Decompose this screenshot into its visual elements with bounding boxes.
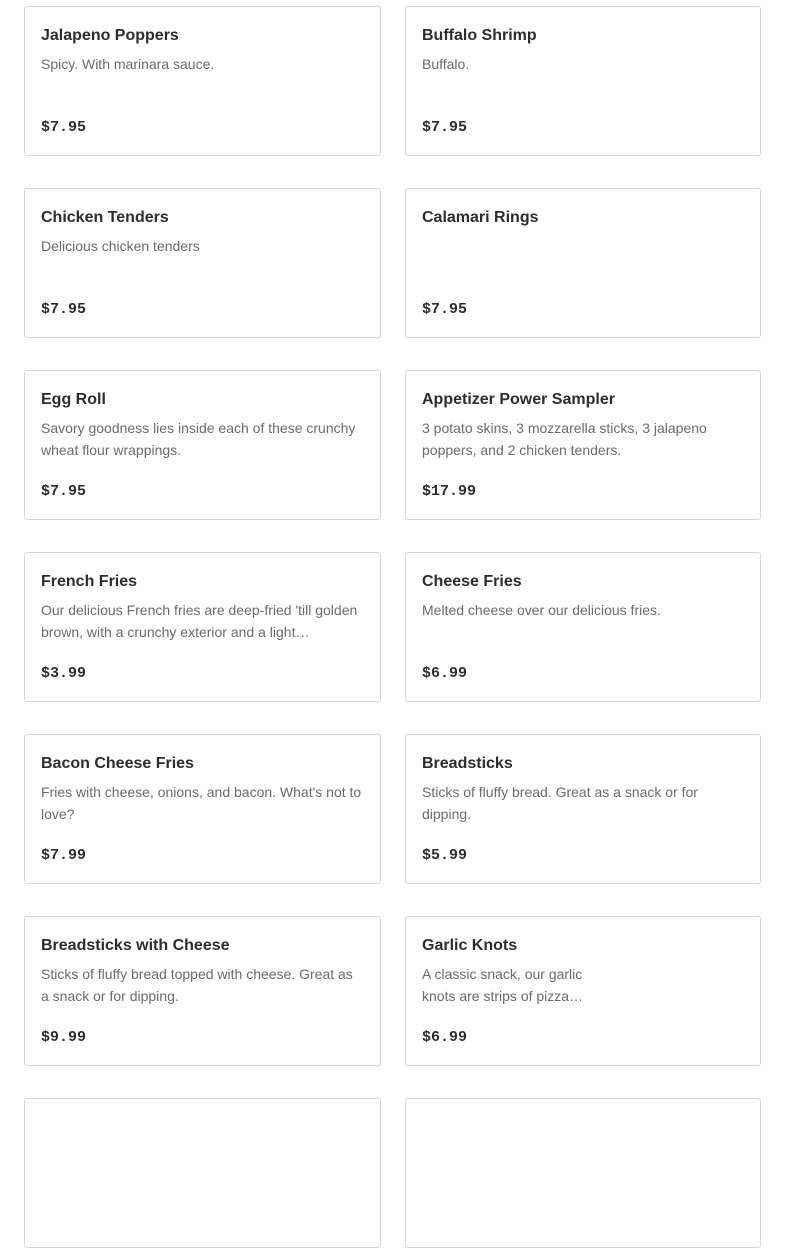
menu-item-card-partial[interactable] (405, 1098, 761, 1248)
menu-item-price: $7.99 (41, 847, 87, 864)
menu-item-card[interactable] (405, 552, 761, 702)
menu-item-name: Buffalo Shrimp (422, 27, 537, 44)
menu-item-description: Delicious chicken tenders (41, 238, 200, 254)
menu-item-name: Cheese Fries (422, 573, 522, 590)
menu-item-price: $9.99 (41, 1029, 87, 1046)
menu-items-grid (24, 6, 761, 1248)
menu-item-price: $7.95 (41, 119, 87, 136)
menu-item-description: A classic snack, our garlic knots are strips of pizza… (422, 966, 584, 1004)
menu-item-description: Savory goodness lies inside each of these crunchy wheat flour wrappings. (41, 420, 356, 458)
menu-item-card[interactable] (24, 552, 381, 702)
menu-item-name: Appetizer Power Sampler (422, 391, 615, 408)
menu-item-name: Garlic Knots (422, 937, 518, 954)
menu-item-description: 3 potato skins, 3 mozzarella sticks, 3 jalapeno poppers, and 2 chicken tenders. (422, 420, 707, 458)
menu-item-name: French Fries (41, 573, 138, 590)
menu-item-description: Melted cheese over our delicious fries. (422, 602, 661, 618)
menu-item-price: $5.99 (422, 847, 468, 864)
menu-item-price: $7.95 (422, 301, 468, 318)
menu-item-description: Spicy. With marinara sauce. (41, 56, 215, 72)
menu-item-description: Our delicious French fries are deep-fried 'till golden brown, with a crunchy exterior and a light… (41, 602, 358, 640)
menu-item-price: $7.95 (422, 119, 468, 136)
menu-item-card[interactable] (24, 916, 381, 1066)
menu-item-card[interactable] (405, 734, 761, 884)
menu-item-price: $7.95 (41, 301, 87, 318)
menu-item-name: Bacon Cheese Fries (41, 755, 194, 772)
menu-item-card[interactable] (405, 370, 761, 520)
menu-item-price: $7.95 (41, 483, 87, 500)
menu-item-name: Breadsticks with Cheese (41, 937, 230, 954)
menu-item-description: Buffalo. (422, 56, 470, 72)
menu-item-price: $6.99 (422, 1029, 468, 1046)
menu-item-name: Calamari Rings (422, 209, 539, 226)
menu-item-card[interactable] (24, 734, 381, 884)
menu-item-name: Jalapeno Poppers (41, 27, 179, 44)
menu-item-description: Sticks of fluffy bread. Great as a snack or for dipping. (422, 784, 698, 822)
menu-item-card[interactable] (24, 6, 381, 156)
menu-item-name: Breadsticks (422, 755, 513, 772)
menu-item-card[interactable] (405, 188, 761, 338)
menu-item-card[interactable] (405, 916, 761, 1066)
menu-item-price: $17.99 (422, 483, 477, 500)
menu-item-name: Chicken Tenders (41, 209, 169, 226)
menu-item-description: Fries with cheese, onions, and bacon. What's not to love? (41, 784, 362, 822)
menu-item-card[interactable] (24, 370, 381, 520)
menu-item-price: $6.99 (422, 665, 468, 682)
menu-item-name: Egg Roll (41, 391, 106, 408)
menu-item-price: $3.99 (41, 665, 87, 682)
menu-item-card-partial[interactable] (24, 1098, 381, 1248)
menu-item-card[interactable] (405, 6, 761, 156)
menu-item-card[interactable] (24, 188, 381, 338)
menu-item-description: Sticks of fluffy bread topped with cheese. Great as a snack or for dipping. (41, 966, 353, 1004)
